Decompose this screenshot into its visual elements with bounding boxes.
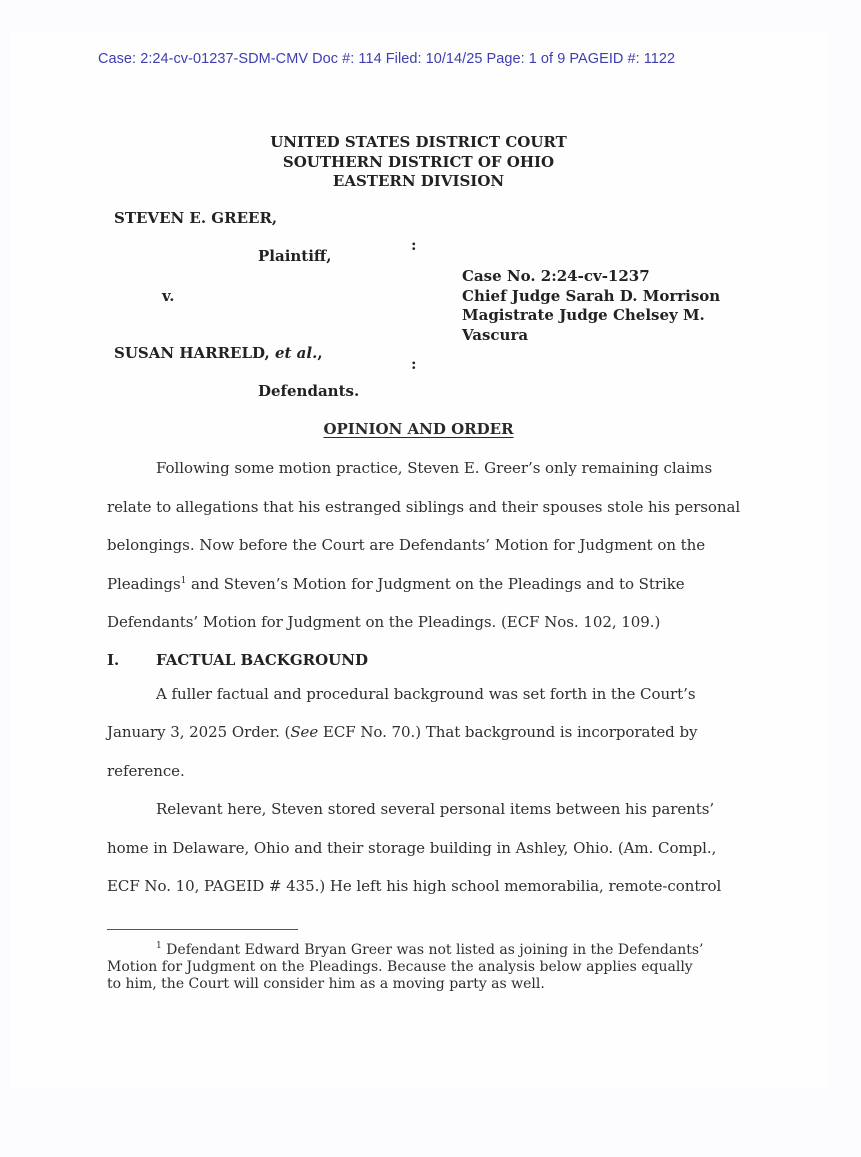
document-page: [10, 33, 827, 1088]
court-name: UNITED STATES DISTRICT COURT: [270, 133, 567, 151]
intro-line-3: belongings. Now before the Court are Defendants’ Motion for Judgment on the: [107, 536, 706, 554]
plaintiff-name: STEVEN E. GREER,: [114, 209, 278, 227]
footnote-divider: [107, 929, 298, 930]
intro-line-4-a: Pleadings: [107, 575, 181, 593]
intro-line-1: Following some motion practice, Steven E. Greer’s only remaining claims: [156, 459, 713, 477]
section-number: I.: [107, 651, 120, 669]
case-number: Case No. 2:24-cv-1237: [462, 267, 650, 285]
footnote-line-3: to him, the Court will consider him as a moving party as well.: [107, 976, 545, 992]
bg-p2-line-3: ECF No. 10, PAGEID # 435.) He left his high school memorabilia, remote-control: [107, 877, 722, 895]
caption-colon-top: :: [411, 236, 417, 254]
footnote-line-2: Motion for Judgment on the Pleadings. Because the analysis below applies equally: [107, 959, 693, 975]
see-signal: See: [290, 723, 319, 741]
section-heading: FACTUAL BACKGROUND: [156, 651, 368, 669]
defendant-name-text: SUSAN HARRELD,: [114, 344, 275, 362]
caption-colon-bottom: :: [411, 355, 417, 373]
intro-line-4: [107, 575, 685, 593]
defendant-label: Defendants.: [258, 382, 360, 400]
footnote-ref[interactable]: 1: [180, 576, 187, 586]
defendant-name: [114, 344, 323, 362]
court-district: SOUTHERN DISTRICT OF OHIO: [282, 152, 555, 171]
footnote-marker: 1: [156, 941, 162, 951]
footnote-line-1: [107, 938, 704, 959]
intro-line-4-b: and Steven’s Motion for Judgment on the Pleadings and to Strike: [186, 575, 685, 593]
case-info-block: [462, 267, 720, 345]
court-heading: [10, 133, 827, 192]
plaintiff-label: Plaintiff,: [258, 247, 332, 265]
bg-p1-line-1: A fuller factual and procedural background was set forth in the Court’s: [156, 685, 696, 703]
bg-p1-line-2: [107, 723, 697, 741]
intro-line-5: Defendants’ Motion for Judgment on the Pleadings. (ECF Nos. 102, 109.): [107, 613, 661, 631]
defendant-et-al: et al.: [274, 344, 318, 362]
bg-p1-line-3: reference.: [107, 762, 185, 780]
versus: v.: [162, 287, 175, 305]
bg-p1-line-2-b: ECF No. 70.) That background is incorporated by: [318, 723, 698, 741]
footnote-1: [107, 938, 704, 993]
defendant-comma: ,: [317, 344, 323, 362]
opinion-title: OPINION AND ORDER: [323, 420, 514, 438]
chief-judge: Chief Judge Sarah D. Morrison: [462, 286, 721, 305]
ecf-header-stamp: Case: 2:24-cv-01237-SDM-CMV Doc #: 114 Filed: 10/14/25 Page: 1 of 9 PAGEID #: 1122: [98, 51, 676, 67]
bg-p1-line-2-a: January 3, 2025 Order. (: [107, 723, 291, 741]
court-division: EASTERN DIVISION: [332, 172, 505, 190]
intro-line-2: relate to allegations that his estranged siblings and their spouses stole his personal: [107, 498, 741, 516]
footnote-line-1-text: Defendant Edward Bryan Greer was not listed as joining in the Defendants’: [161, 942, 704, 958]
magistrate-judge-cont: Vascura: [462, 325, 529, 344]
magistrate-judge: Magistrate Judge Chelsey M.: [462, 306, 705, 324]
bg-p2-line-2: home in Delaware, Ohio and their storage building in Ashley, Ohio. (Am. Compl.,: [107, 839, 717, 857]
bg-p2-line-1: Relevant here, Steven stored several personal items between his parents’: [156, 800, 715, 818]
